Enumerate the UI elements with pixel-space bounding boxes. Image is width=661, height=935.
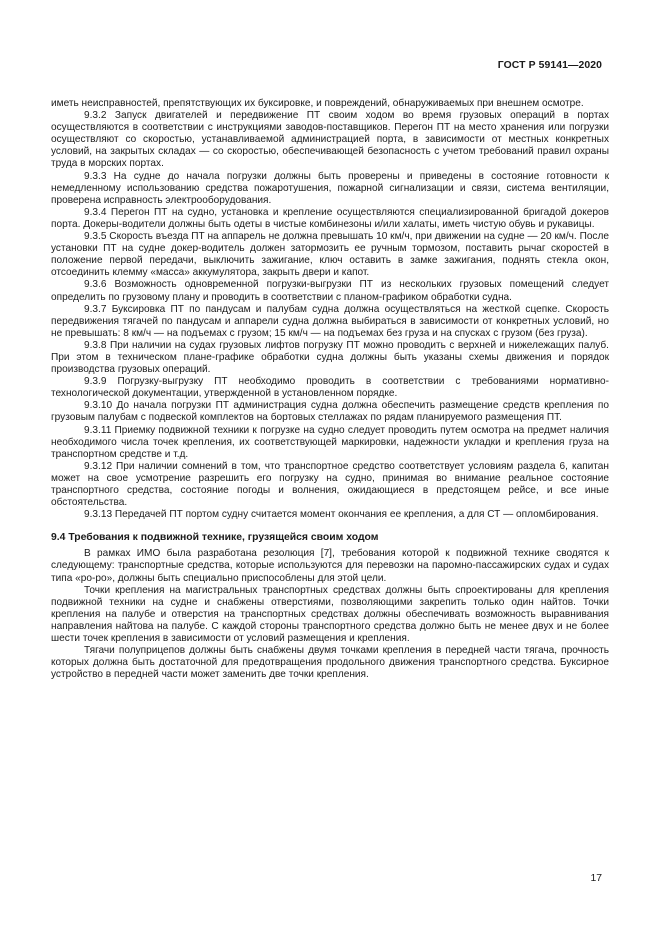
paragraph-9-3-13: 9.3.13 Передачей ПТ портом судну считается момент окончания ее крепления, а для СТ — опломбирования. <box>84 509 599 521</box>
section-paragraph: Тягачи полуприцепов должны быть снабжены двумя точками крепления в передней части тягача, прочность которых должна быть достаточной для предотвращения продольного движения транспортного средства. Буксирное устройство в передней части может заменить две точки крепления. <box>51 645 609 681</box>
paragraph-9-3-4: 9.3.4 Перегон ПТ на судно, установка и крепление осуществляются специализированной бригадой докеров порта. Докеры-водители должны быть одеты в чистые комбинезоны и/или халаты, иметь чистую обувь и рукавицы. <box>51 206 609 230</box>
paragraph-9-3-6: 9.3.6 Возможность одновременной погрузки-выгрузки ПТ из нескольких грузовых помещений следует определить по грузовому плану и проводить в соответствии с планом-графиком обработки судна. <box>51 279 609 303</box>
paragraph-9-3-10: 9.3.10 До начала погрузки ПТ администрация судна должна обеспечить размещение средств крепления по грузовым палубам с подвеской комплектов на бортовых стеллажах по рядам планируемого размещения ПТ. <box>51 400 609 424</box>
paragraph-9-3-2: 9.3.2 Запуск двигателей и передвижение ПТ своим ходом во время грузовых операций в портах осуществляются в соответствии с инструкциями заводов-поставщиков. Перегон ПТ на место хранения или погрузки осуществляют со скоростью, устанавливаемой администрацией порта, в зависимости от местных конкретных условий, на закрытых складах — со скоростью, обеспечивающей безопасность с учетом требований правил охраны труда в морских портах. <box>51 110 609 170</box>
paragraph-9-3-9: 9.3.9 Погрузку-выгрузку ПТ необходимо проводить в соответствии с требованиями нормативно-технологической документации, утвержденной в установленном порядке. <box>51 376 609 400</box>
standard-header: ГОСТ Р 59141—2020 <box>497 60 602 71</box>
paragraph-9-3-12: 9.3.12 При наличии сомнений в том, что транспортное средство соответствует условиям раздела 6, капитан может на свое усмотрение разрешить его погрузку на судно, принимая во внимание реальное состояние транспортного средства, состояние погоды и волнения, ожидающиеся в предстоящем рейсе, и все иные обстоятельства. <box>51 460 609 509</box>
page-number: 17 <box>590 873 602 884</box>
paragraph-9-3-11: 9.3.11 Приемку подвижной техники к погрузке на судно следует проводить путем осмотра на предмет наличия необходимого числа точек крепления, их соответствующей маркировки, надежности укладки и крепления груза на транспортном средстве и т.д. <box>51 424 609 460</box>
document-body <box>51 98 609 681</box>
paragraph-9-3-3: 9.3.3 На судне до начала погрузки должны быть проверены и приведены в состояние готовности к немедленному использованию средства пожаротушения, пожарной сигнализации и связи, система вентиляции, проверена исправность электрооборудования. <box>51 170 609 206</box>
paragraph-9-3-8: 9.3.8 При наличии на судах грузовых лифтов погрузку ПТ можно проводить с верхней и нижележащих палуб. При этом в техническом плане-графике обработки судна должны быть указаны схемы движения и порядок производства грузовых операций. <box>51 339 609 376</box>
paragraph: иметь неисправностей, препятствующих их буксировке, и повреждений, обнаруживаемых при внешнем осмотре. <box>51 98 584 109</box>
paragraph-9-3-7: 9.3.7 Буксировка ПТ по пандусам и палубам судна должна осуществляться на жесткой сцепке. Скорость передвижения тягачей по пандусам и аппарели судна должна выбираться в зависимости от конкретных условий, но не превышать: 8 км/ч — на подъемах с грузом; 15 км/ч — на подъемах без груза и на спусках с грузом (без груза). <box>51 303 609 339</box>
section-paragraph: Точки крепления на магистральных транспортных средствах должны быть спроектированы для крепления подвижной техники на судне и снабжены отверстиями, позволяющими закрепить только один найтов. Точки крепления на палубе и отверстия на транспортных средствах должны обеспечивать возможность выравнивания направления найтова на палубе. С каждой стороны транспортного средства должно быть не менее двух и не более шести точек крепления в зависимости от условий размещения и крепления. <box>51 584 609 645</box>
paragraph-9-3-5: 9.3.5 Скорость въезда ПТ на аппарель не должна превышать 10 км/ч, при движении на судне — 20 км/ч. После установки ПТ на судне докер-водитель должен затормозить ее ручным тормозом, поставить рычаг скоростей в положение первой передачи, выключить зажигание, ключ оставить в замке зажигания, поднять стекла окон, отсоединить клемму «масса» аккумулятора, закрыть двери и капот. <box>51 231 609 279</box>
section-heading: 9.4 Требования к подвижной технике, грузящейся своим ходом <box>51 532 379 544</box>
section-paragraph: В рамках ИМО была разработана резолюция [7], требования которой к подвижной технике сводятся к следующему: транспортные средства, которые используются для перевозки на паромно-пассажирских судах и судах типа «ро-ро», должны быть специально приспособлены для этой цели. <box>51 548 609 584</box>
